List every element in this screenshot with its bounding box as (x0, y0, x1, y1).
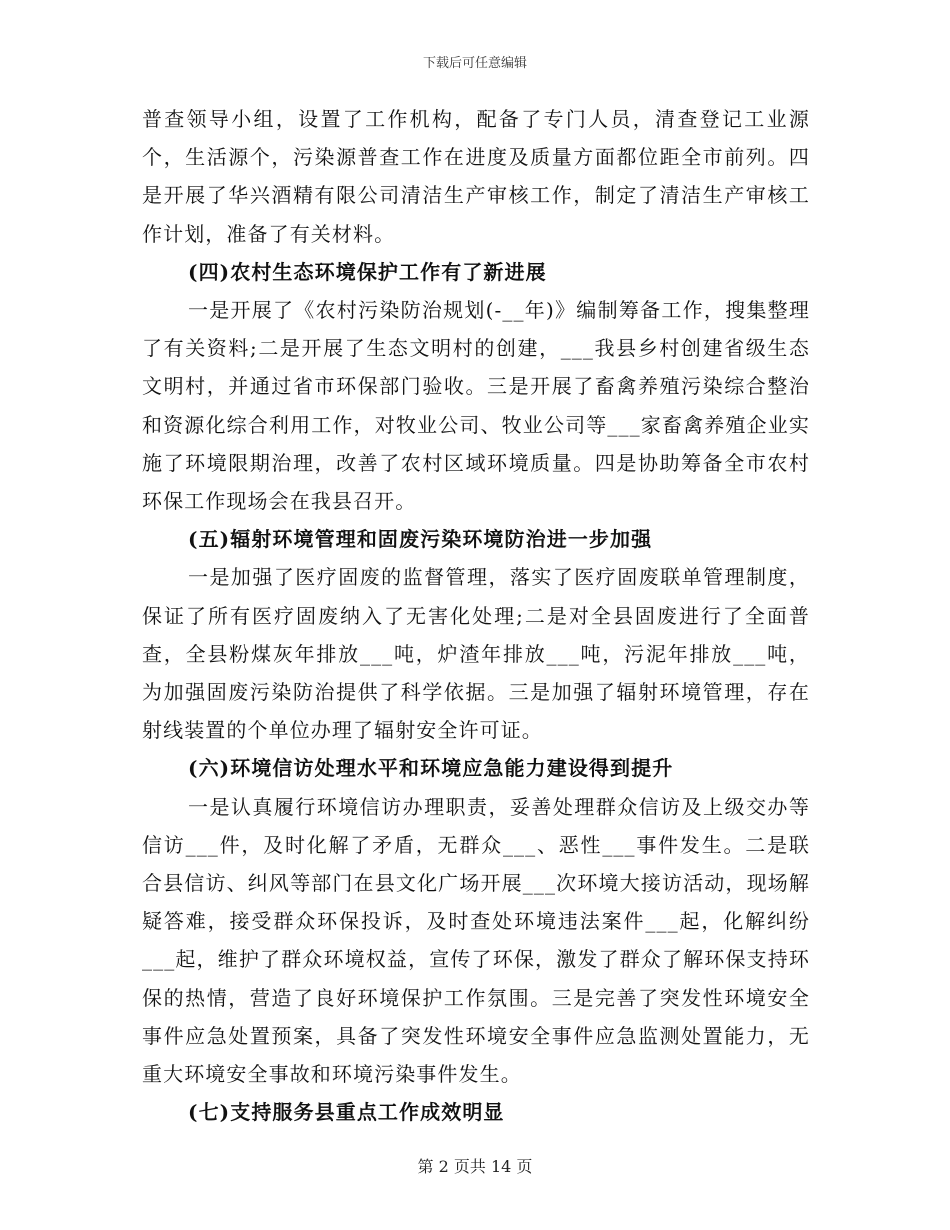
paragraph-census: 普查领导小组，设置了工作机构，配备了专门人员，清查登记工业源个，生活源个，污染源普查工作在进度及质量方面都位距全市前列。四是开展了华兴酒精有限公司清洁生产审核工作，制定了清洁生产审核工作计划，准备了有关材料。 (142, 107, 810, 246)
paragraph-rural-ecology: 一是开展了《农村污染防治规划(-__年)》编制筹备工作，搜集整理了有关资料;二是开展了生态文明村的创建，___我县乡村创建省级生态文明村，并通过省市环保部门验收。三是开展了畜禽养殖污染综合整治和资源化综合利用工作，对牧业公司、牧业公司等___家畜禽养殖企业实施了环境限期治理，改善了农村区域环境质量。四是协助筹备全市农村环保工作现场会在我县召开。 (142, 298, 810, 514)
document-body (142, 100, 810, 1131)
section-heading-4: (四)农村生态环境保护工作有了新进展 (188, 259, 547, 284)
paragraph-petition-emergency: 一是认真履行环境信访办理职责，妥善处理群众信访及上级交办等信访___件，及时化解了矛盾，无群众___、恶性___事件发生。二是联合县信访、纠风等部门在县文化广场开展___次环境大接访活动，现场解疑答难，接受群众环保投诉，及时查处环境违法案件___起，化解纠纷___起，维护了群众环境权益，宣传了环保，激发了群众了解环保支持环保的热情，营造了良好环境保护工作氛围。三是完善了突发性环境安全事件应急处置预案，具备了突发性环境安全事件应急监测处置能力，无重大环境安全事故和环境污染事件发生。 (142, 794, 810, 1087)
section-heading-6: (六)环境信访处理水平和环境应急能力建设得到提升 (188, 756, 674, 781)
paragraph-radiation-waste: 一是加强了医疗固废的监督管理，落实了医疗固废联单管理制度，保证了所有医疗固废纳入了无害化处理;二是对全县固废进行了全面普查，全县粉煤灰年排放___吨，炉渣年排放___吨，污泥年排放___吨，为加强固废污染防治提供了科学依据。三是加强了辐射环境管理，存在射线装置的个单位办理了辐射安全许可证。 (142, 565, 810, 743)
section-heading-5: (五)辐射环境管理和固废污染环境防治进一步加强 (188, 527, 653, 552)
page-footer: 第 2 页共 14 页 (417, 1157, 533, 1176)
page-header: 下载后可任意编辑 (422, 56, 527, 71)
section-heading-7: (七)支持服务县重点工作成效明显 (188, 1100, 505, 1125)
